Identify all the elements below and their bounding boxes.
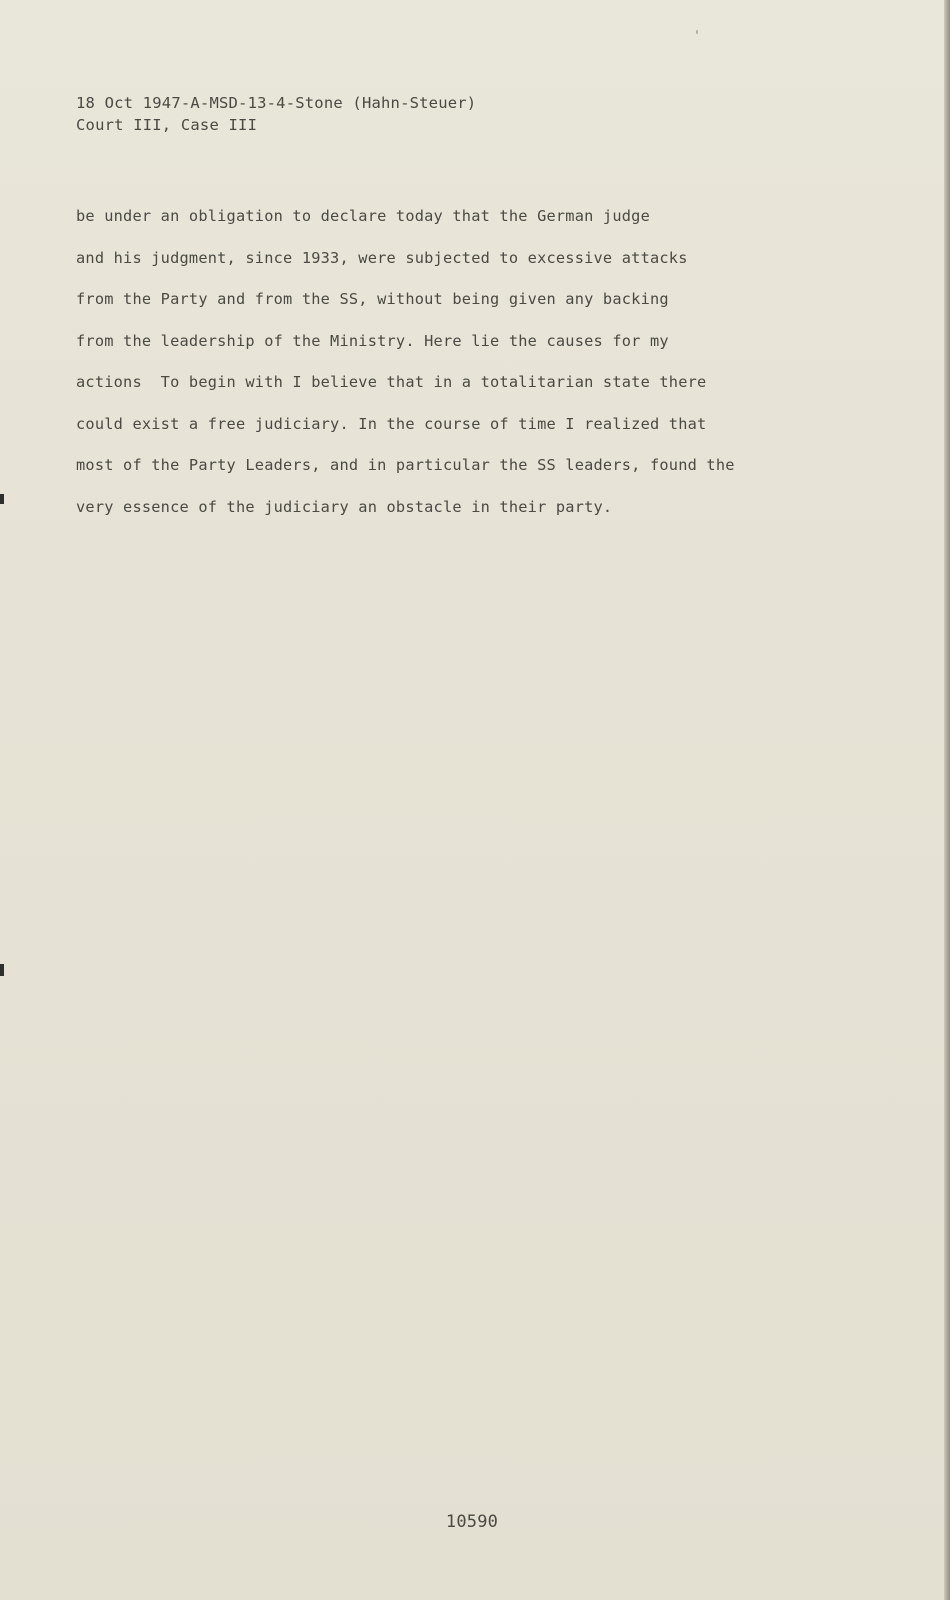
- text-line-4: from the leadership of the Ministry. Here lie the causes for my: [76, 331, 669, 350]
- text-line-3: from the Party and from the SS, without being given any backing: [76, 290, 669, 308]
- document-header: [76, 92, 476, 136]
- text-line-1: be under an obligation to declare today that the German judge: [76, 207, 650, 225]
- header-line-1: 18 Oct 1947-A-MSD-13-4-Stone (Hahn-Steuer): [76, 94, 477, 112]
- page-number: 10590: [445, 1512, 499, 1532]
- paper-speck: [696, 30, 698, 34]
- binding-mark: [0, 964, 4, 976]
- text-line-5: actions To begin with I believe that in a totalitarian state there: [76, 373, 707, 391]
- paper-edge: [944, 0, 950, 1600]
- text-line-8: very essence of the judiciary an obstacle in their party.: [76, 497, 613, 516]
- text-line-6: could exist a free judiciary. In the course of time I realized that: [76, 414, 707, 433]
- testimony-text: [76, 196, 936, 528]
- text-line-2: and his judgment, since 1933, were subjected to excessive attacks: [76, 248, 688, 267]
- binding-mark: [0, 494, 4, 504]
- header-line-2: Court III, Case III: [76, 116, 258, 134]
- text-line-7: most of the Party Leaders, and in particular the SS leaders, found the: [76, 456, 735, 474]
